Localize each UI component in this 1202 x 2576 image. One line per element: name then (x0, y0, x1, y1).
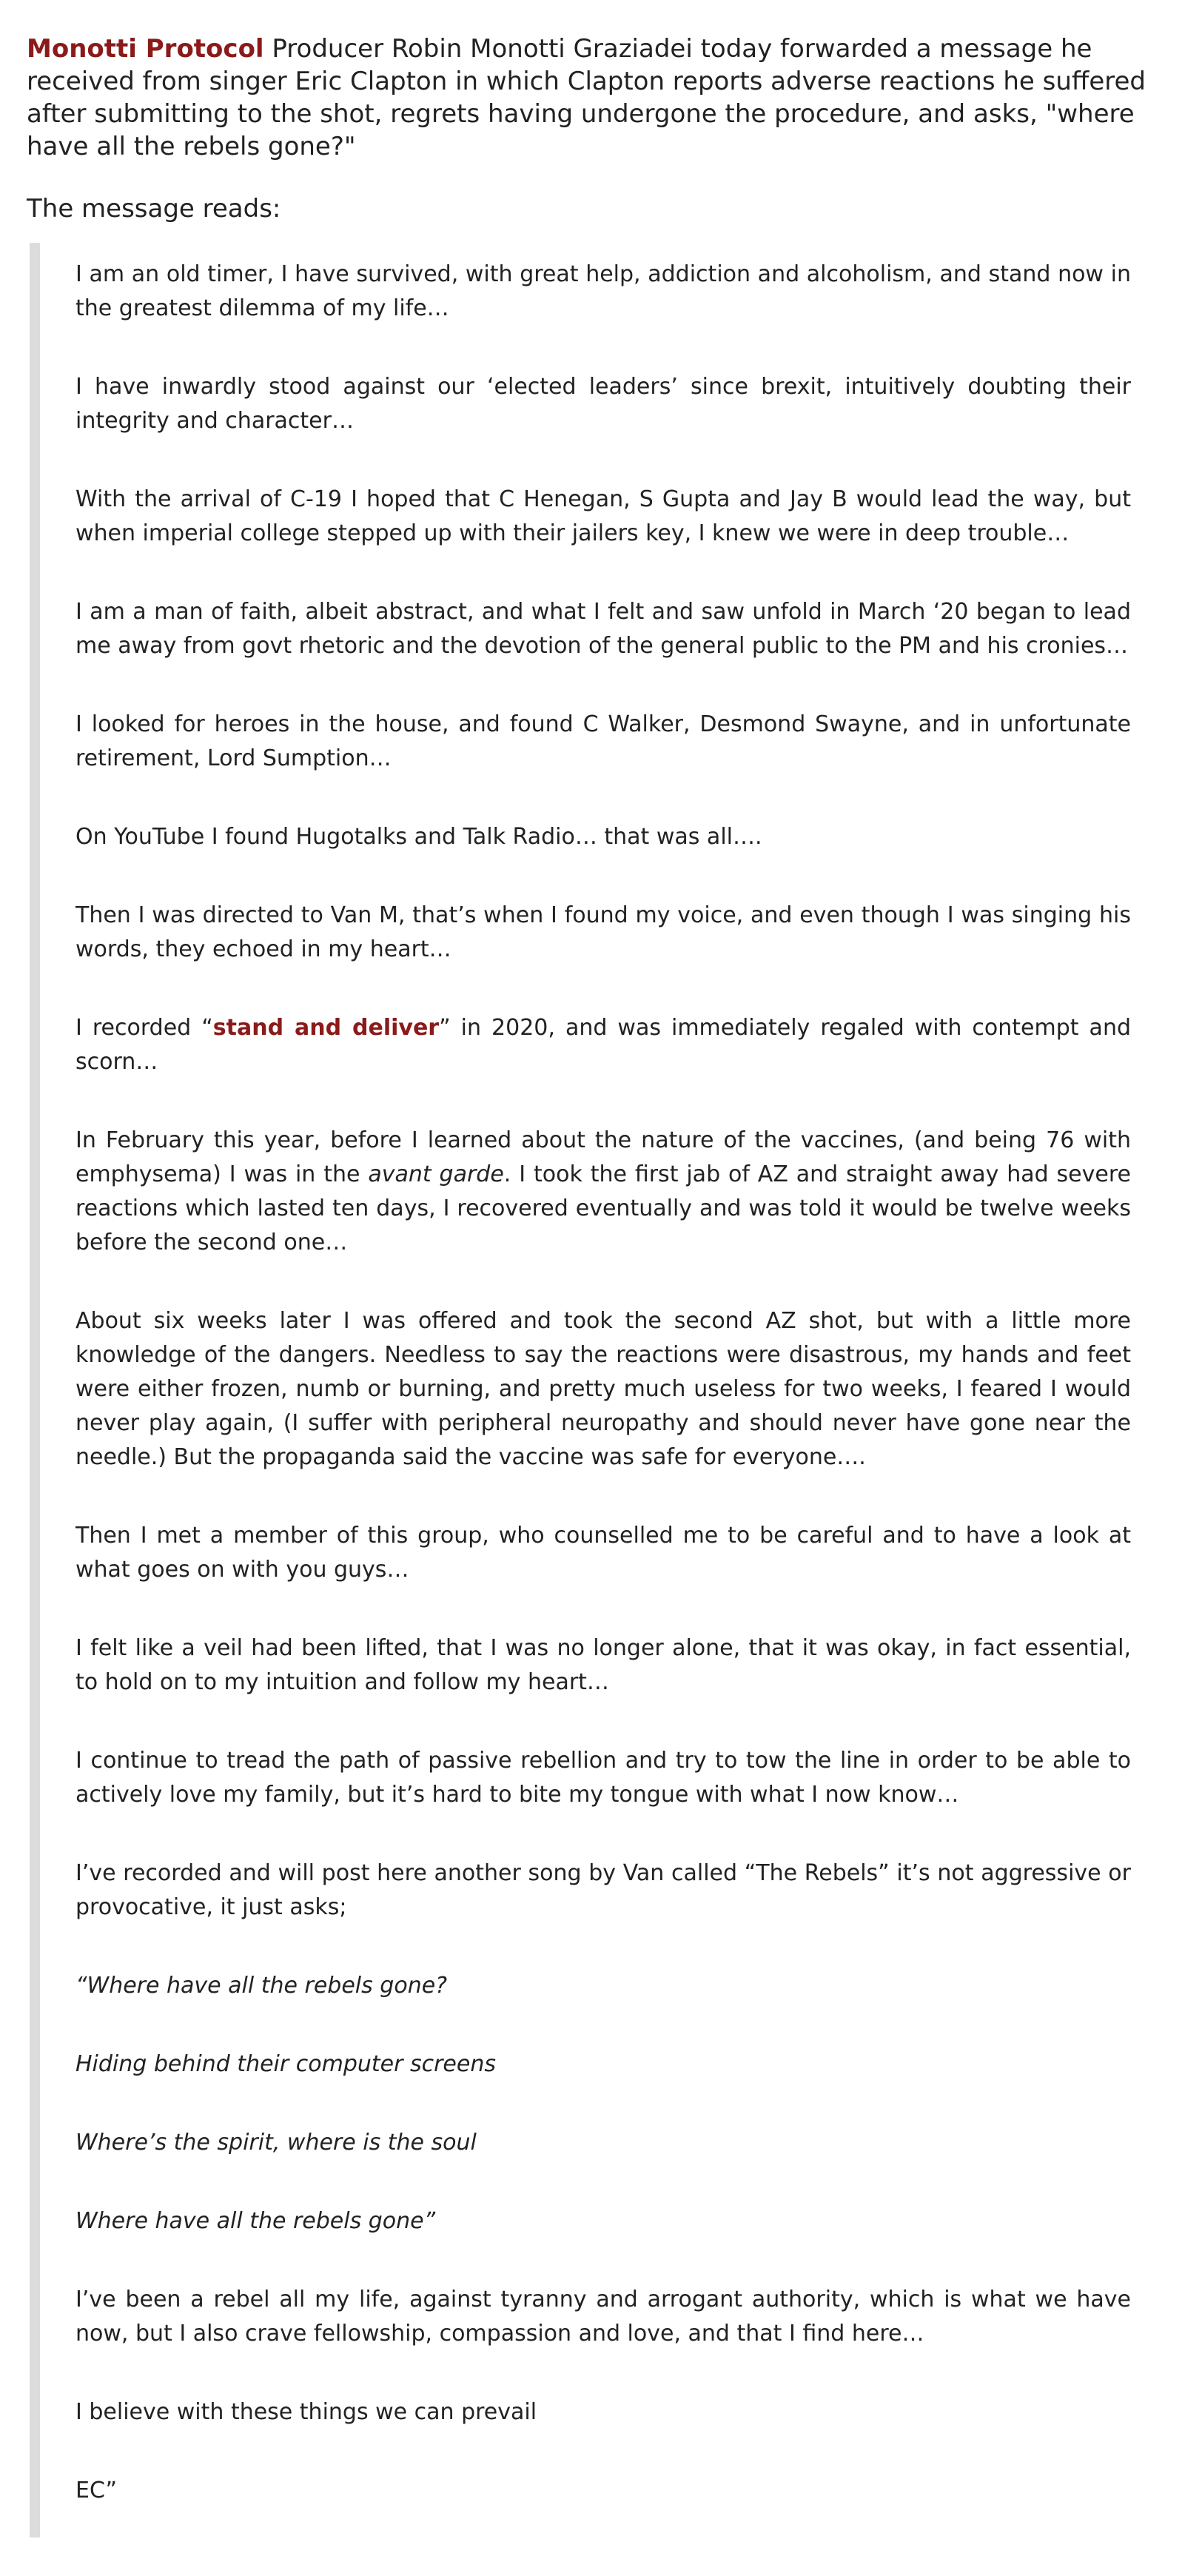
monotti-protocol-link[interactable]: Monotti Protocol (27, 34, 264, 64)
message-paragraph-11: Then I met a member of this group, who counselled me to be careful and to have a look at what goes on with you guys… (75, 1504, 1131, 1617)
message-paragraph-14: I’ve recorded and will post here another song by Van called “The Rebels” it’s not aggressive or provocative, it just asks; (75, 1842, 1131, 1954)
message-paragraph-4: I am a man of faith, albeit abstract, and what I felt and saw unfold in March ‘20 began to lead me away from govt rhetoric and the devotion of the general public to the PM and his cronies… (75, 580, 1131, 693)
lyric-line-3: Where’s the spirit, where is the soul (75, 2111, 1131, 2190)
intro-paragraph (27, 33, 1175, 163)
avant-garde-emphasis: avant garde (368, 1161, 504, 1187)
message-paragraph-15: I’ve been a rebel all my life, against tyranny and arrogant authority, which is what we have now, but I also crave fellowship, compassion and love, and that I find here… (75, 2268, 1131, 2381)
message-paragraph-1: I am an old timer, I have survived, with great help, addiction and alcoholism, and stand now in the greatest dilemma of my life… (75, 243, 1131, 355)
intro-text: Producer Robin Monotti Graziadei today forwarded a message he received from singer Eric Clapton in which Clapton reports adverse reactions he suffered after submitting to the shot, regrets having undergone the procedure, and asks, "where have all the rebels gone?" (27, 34, 1146, 161)
message-paragraph-16: I believe with these things we can prevail (75, 2381, 1131, 2459)
p8-text-a: I recorded “ (75, 1015, 213, 1041)
message-paragraph-10: About six weeks later I was offered and took the second AZ shot, but with a little more knowledge of the dangers. Needless to say the reactions were disastrous, my hands and feet were either frozen, numb or burning, and pretty much useless for two weeks, I feared I would never play again, (I suffer with peripheral neuropathy and should never have gone near the needle.) But the propaganda said the vaccine was safe for everyone…. (75, 1289, 1131, 1504)
message-paragraph-13: I continue to tread the path of passive rebellion and try to tow the line in order to be able to actively love my family, but it’s hard to bite my tongue with what I now know… (75, 1729, 1131, 1842)
message-paragraph-9 (75, 1109, 1131, 1289)
message-reads-label: The message reads: (27, 194, 281, 224)
message-paragraph-7: Then I was directed to Van M, that’s when I found my voice, and even though I was singing his words, they echoed in my heart… (75, 884, 1131, 996)
message-signature: EC” (75, 2459, 1131, 2538)
p9-text-a: In February this year, before I learned about the nature of the vaccines, (and being 76 with emphysema) I was in the (75, 1127, 1131, 1187)
p8-text-b: ” in 2020, and was immediately regaled with contempt and scorn… (75, 1015, 1131, 1075)
lyric-line-1: “Where have all the rebels gone? (75, 1954, 1131, 2033)
lyric-line-2: Hiding behind their computer screens (75, 2033, 1131, 2111)
message-paragraph-2: I have inwardly stood against our ‘elected leaders’ since brexit, intuitively doubting their integrity and character… (75, 355, 1131, 468)
lyric-line-4: Where have all the rebels gone” (75, 2190, 1131, 2268)
message-paragraph-12: I felt like a veil had been lifted, that I was no longer alone, that it was okay, in fact essential, to hold on to my intuition and follow my heart… (75, 1617, 1131, 1729)
message-paragraph-5: I looked for heroes in the house, and found C Walker, Desmond Swayne, and in unfortunate retirement, Lord Sumption… (75, 693, 1131, 805)
message-paragraph-8 (75, 996, 1131, 1109)
p9-text-b: . I took the first jab of AZ and straight away had severe reactions which lasted ten days, I recovered eventually and was told it would be twelve weeks before the second one… (75, 1161, 1131, 1255)
message-paragraph-6: On YouTube I found Hugotalks and Talk Radio… that was all…. (75, 805, 1131, 884)
message-blockquote (30, 243, 1175, 2538)
message-paragraph-3: With the arrival of C-19 I hoped that C Henegan, S Gupta and Jay B would lead the way, but when imperial college stepped up with their jailers key, I knew we were in deep trouble… (75, 468, 1131, 580)
stand-and-deliver-link[interactable]: stand and deliver (212, 1015, 440, 1041)
